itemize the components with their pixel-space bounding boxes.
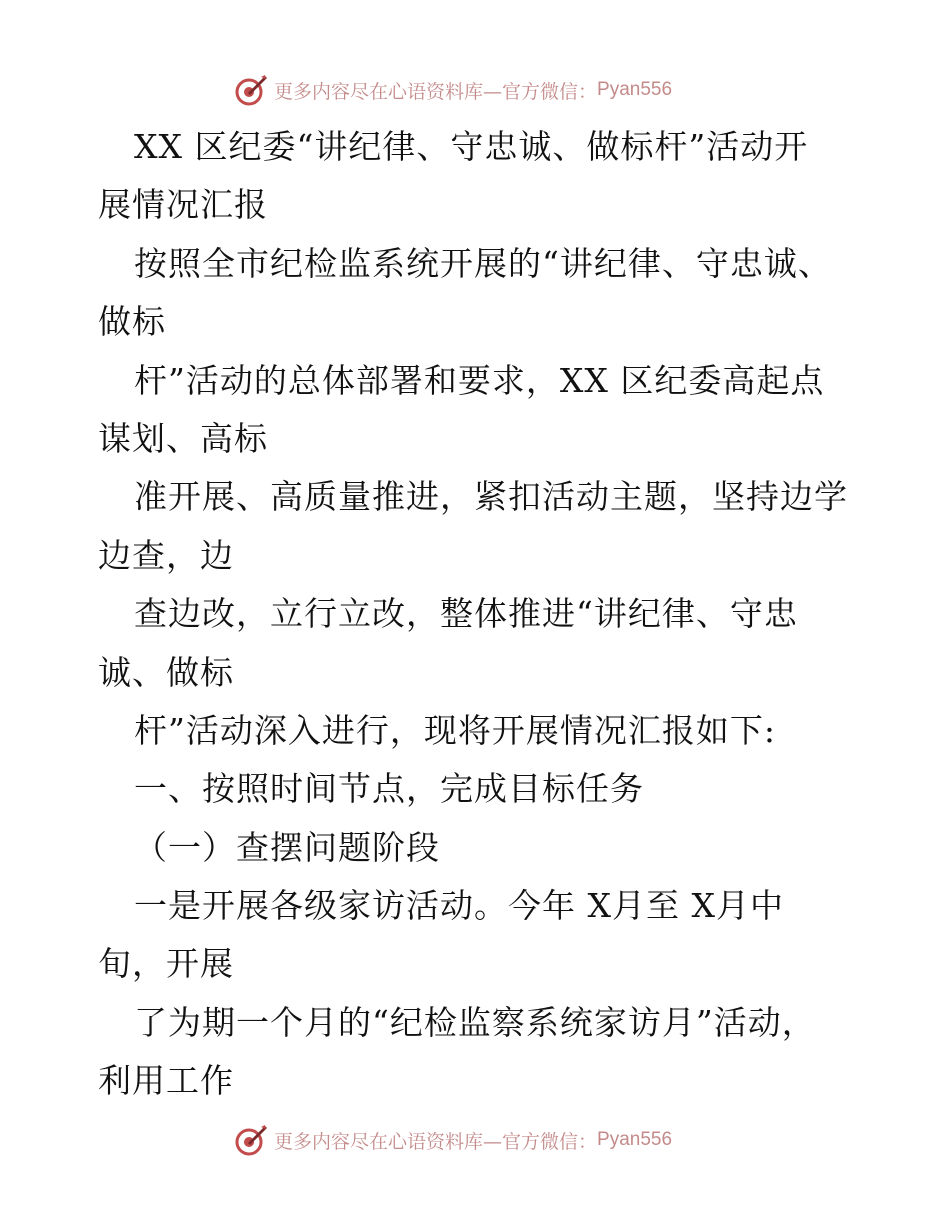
watermark-header — [234, 72, 714, 108]
paragraph-line: 利用工作 — [98, 1061, 234, 1101]
watermark-label: 官方微信： — [502, 1130, 598, 1153]
doc-title-line-2: 展情况汇报 — [98, 185, 268, 225]
paragraph-line: 杆”活动的总体部署和要求，XX 区纪委高起点 — [134, 360, 825, 400]
watermark-slogan: 更多内容尽在心语资料库— — [274, 1130, 503, 1153]
doc-title-line-1: XX 区纪委“讲纪律、守忠诚、做标杆”活动开 — [134, 127, 809, 166]
pen-logo-icon — [234, 1123, 268, 1157]
watermark-footer — [234, 1122, 714, 1158]
paragraph-line: 一是开展各级家访活动。今年 X月至 X月中 — [134, 886, 784, 926]
section-heading: 一、按照时间节点，完成目标任务 — [134, 769, 644, 809]
pen-logo-icon — [234, 73, 268, 107]
paragraph-line: 按照全市纪检监系统开展的“讲纪律、守忠诚、 — [134, 243, 832, 283]
watermark-account: Pyan556 — [597, 1129, 673, 1150]
watermark-slogan: 更多内容尽在心语资料库— — [274, 80, 503, 103]
paragraph-line: 了为期一个月的“纪检监察系统家访月”活动， — [134, 1002, 816, 1042]
paragraph-line: 边查，边 — [98, 535, 234, 575]
paragraph-line: 准开展、高质量推进，紧扣活动主题，坚持边学 — [134, 477, 848, 517]
watermark-account: Pyan556 — [597, 79, 673, 100]
paragraph-line: 做标 — [98, 302, 166, 342]
paragraph-line: 查边改，立行立改，整体推进“讲纪律、守忠 — [134, 594, 798, 634]
paragraph-line: 杆”活动深入进行，现将开展情况汇报如下: — [134, 710, 776, 750]
subsection-heading: （一）查摆问题阶段 — [134, 827, 440, 867]
paragraph-line: 谋划、高标 — [98, 418, 268, 458]
paragraph-line: 旬，开展 — [98, 944, 234, 984]
watermark-label: 官方微信： — [502, 80, 598, 103]
paragraph-line: 诚、做标 — [98, 652, 234, 692]
document-body — [98, 118, 878, 1111]
